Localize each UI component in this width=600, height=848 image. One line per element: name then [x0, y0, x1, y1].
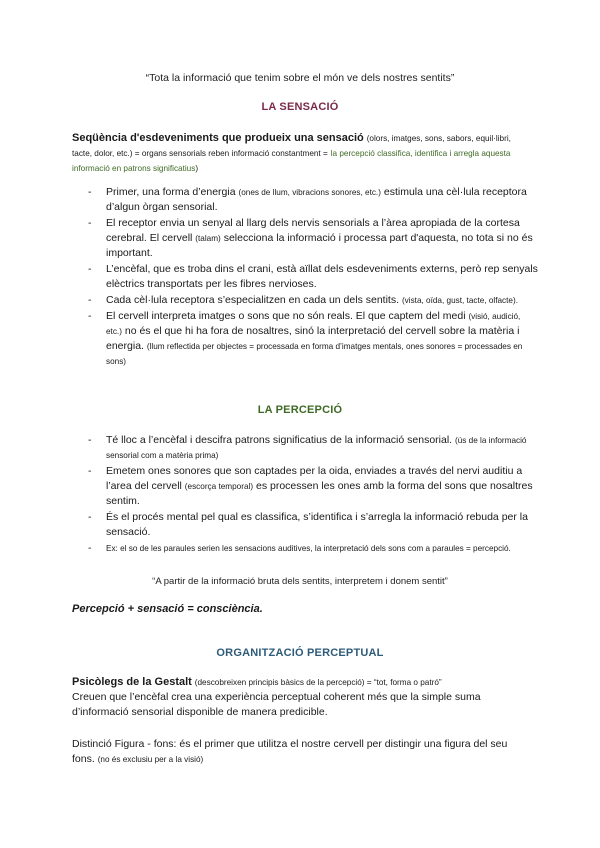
list-item: - L’encèfal, que es troba dins el crani, està aïllat dels esdeveniments externs, però rep senyals elèctrics transportats per les fibres nervioses.	[88, 263, 538, 290]
list-item: - Té lloc a l’encèfal i descifra patrons significatius de la informació sensorial. (ús de la informació sensorial com a matèria prima)	[88, 434, 527, 460]
intro-note: (olors, imatges, sons, sabors, equil·libri, tacte, dolor, etc.) = organs sensorials reben informació constantment =	[72, 134, 511, 158]
gestalt-paragraph	[72, 675, 532, 720]
percepcio-list	[88, 433, 538, 557]
distincio-paragraph	[72, 737, 532, 767]
list-item: - Ex: el so de les paraules serien les sensacions auditives, la interpretació dels sons com a paraules = percepció.	[88, 542, 511, 554]
gestalt-title: Psicòlegs de la Gestalt	[72, 676, 192, 688]
intro-title: Seqüència d'esdeveniments que produeix una sensació	[72, 132, 364, 144]
heading-sensacio: LA SENSACIÓ	[261, 101, 339, 113]
gestalt-note: (descobreixen principis bàsics de la percepció) = “tot, forma o patró”	[194, 678, 442, 687]
intro-green-note: la percepció classifica, identifica i arregla aquesta informació en patrons significatius	[72, 149, 511, 173]
list-item: - Emetem ones sonores que son captades per la oida, enviades a través del nervi auditiu a l’area del cervell (escorça temporal) es processen les ones amb la forma del sons que nosaltres sentim.	[88, 465, 533, 507]
gestalt-text: Creuen que l’encèfal crea una experiència perceptual coherent més que la simple suma d’informació sensorial disponible de manera predicible.	[72, 691, 481, 718]
list-item: - El receptor envia un senyal al llarg dels nervis sensorials a l’àrea apropiada de la cortesa cerebral. El cervell (talam) selecciona la informació i processa part d'aquesta, no tota si no és important.	[88, 217, 533, 259]
sensacio-list	[88, 185, 538, 370]
intro-end: )	[195, 164, 199, 173]
heading-organitzacio: ORGANITZACIÓ PERCEPTUAL	[216, 647, 384, 659]
formula: Percepció + sensació = consciència.	[72, 603, 263, 615]
list-item: - Primer, una forma d’energia (ones de llum, vibracions sonores, etc.) estimula una cèl·lula receptora d’algun òrgan sensorial.	[88, 186, 527, 213]
distincio-note: (no és exclusiu per a la visió)	[97, 755, 204, 764]
sensacio-intro	[72, 131, 532, 176]
distincio-text: Distinció Figura - fons: és el primer que utilitza el nostre cervell per distingir una figura del seu fons.	[72, 738, 508, 765]
list-item: - Cada cèl·lula receptora s’especialitzen en cada un dels sentits. (vista, oïda, gust, tacte, olfacte).	[88, 294, 518, 306]
opening-quote: “Tota la informació que tenim sobre el món ve dels nostres sentits”	[145, 72, 455, 84]
list-item: - És el procés mental pel qual es classifica, s’identifica i s’arregla la informació rebuda per la sensació.	[88, 511, 528, 538]
percepcio-quote: “A partir de la informació bruta dels sentits, interpretem i donem sentit”	[152, 576, 448, 587]
list-item: - El cervell interpreta imatges o sons que no són reals. El que captem del medi (visió, audició, etc.) no és el que hi ha fora de nosaltres, sinó la interpretació del cervell sobre la matèria i energia. (llum reflectida per objectes = processada en forma d’imatges mentals, ones sonores = processades en sons)	[88, 310, 523, 366]
heading-percepcio: LA PERCEPCIÓ	[257, 404, 343, 416]
